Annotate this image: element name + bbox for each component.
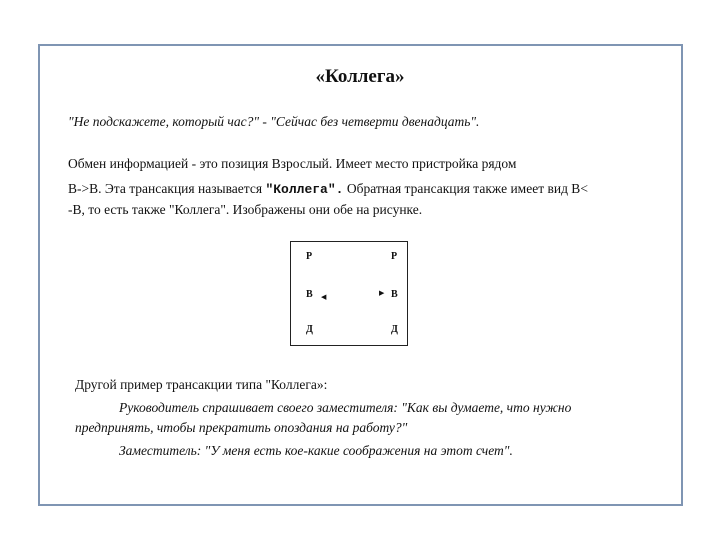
example-heading: Другой пример трансакции типа "Коллега»:	[75, 377, 328, 392]
example-line-2: предпринять, чтобы прекратить опоздания на работу?"	[75, 420, 408, 435]
paragraph-line-2-start: В->В. Эта трансакция называется	[68, 181, 266, 196]
arrow-left-icon: ◀	[321, 293, 327, 301]
paragraph-line-3: -В, то есть также "Коллега". Изображены они обе на рисунке.	[68, 202, 423, 217]
term-colleague: "Коллега".	[265, 182, 344, 197]
transaction-diagram	[290, 241, 408, 346]
arrow-right-icon: ▶	[379, 289, 385, 297]
paragraph-line-1: Обмен информацией - это позиция Взрослый. Имеет место пристройка рядом	[68, 156, 517, 171]
left-parent-label: Р	[306, 251, 313, 262]
left-adult-label: В	[306, 289, 313, 300]
right-adult-label: В	[391, 289, 398, 300]
paragraph-line-2	[68, 181, 588, 197]
right-child-label: Д	[391, 324, 398, 335]
example-line-3: Заместитель: "У меня есть кое-какие соображения на этот счет".	[119, 443, 513, 458]
quote-line: "Не подскажете, который час?" - "Сейчас без четверти двенадцать".	[68, 114, 480, 129]
left-child-label: Д	[306, 324, 313, 335]
example-line-1: Руководитель спрашивает своего заместителя: "Как вы думаете, что нужно	[119, 400, 572, 415]
paragraph-line-2-end: Обратная трансакция также имеет вид В<	[343, 181, 588, 196]
page-title: «Коллега»	[315, 66, 405, 87]
right-parent-label: Р	[391, 251, 398, 262]
